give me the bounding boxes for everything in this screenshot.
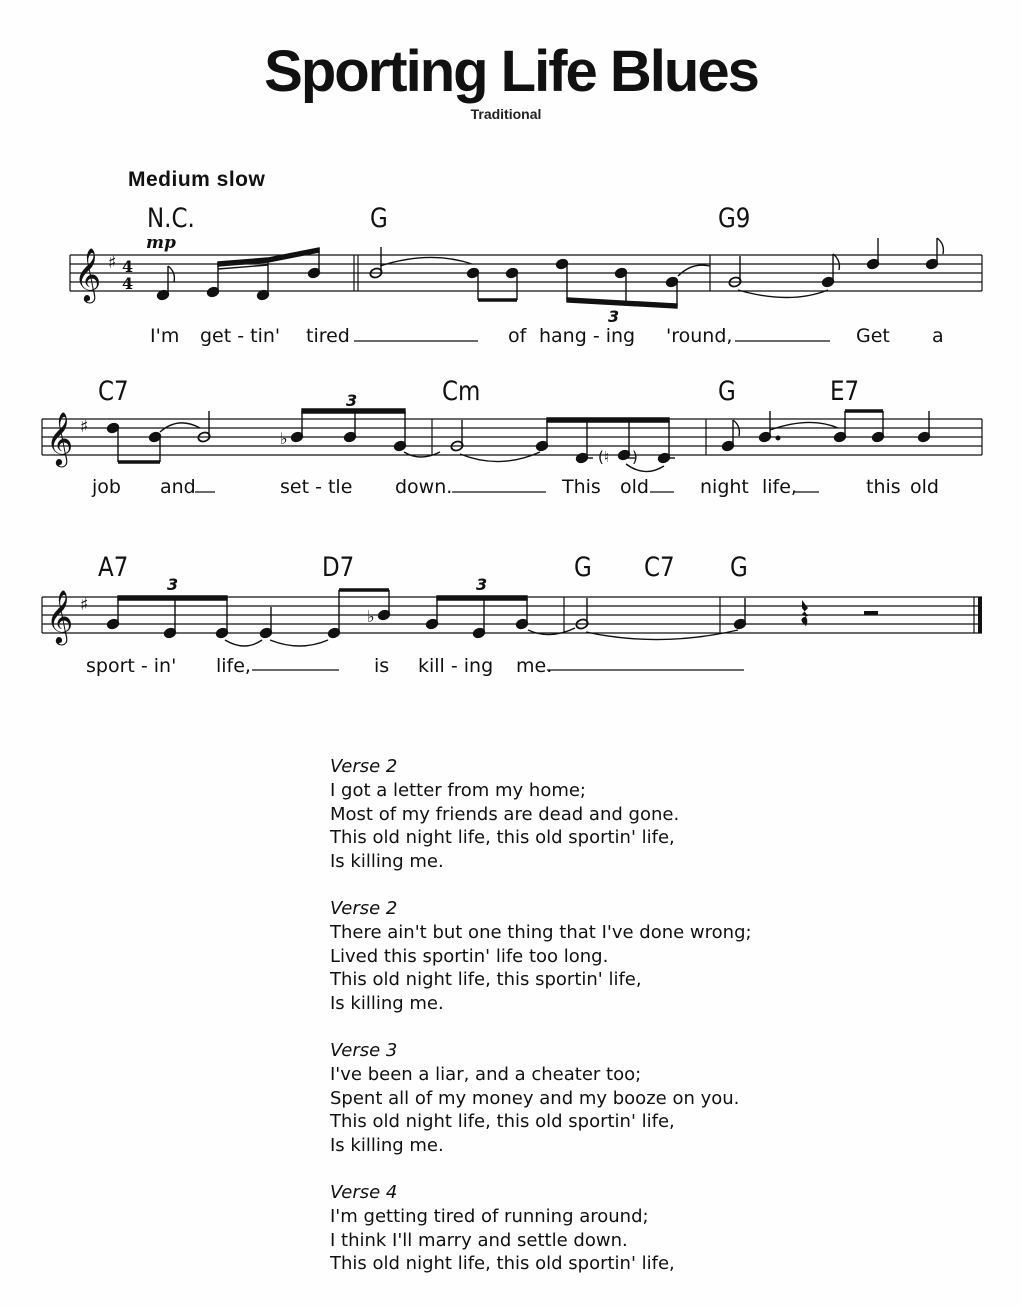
lyric-syllable: is: [374, 655, 390, 677]
notes-system-3: [106, 590, 878, 646]
verse-line: Spent all of my money and my booze on you.: [330, 1087, 740, 1109]
verse-line: I got a letter from my home;: [330, 779, 586, 801]
lyric-syllable: a: [932, 325, 944, 347]
lyric-syllable: hang - ing: [539, 325, 636, 347]
verse-line: I'm getting tired of running around;: [330, 1205, 649, 1227]
verse-label: Verse 3: [330, 1039, 398, 1061]
treble-clef: 𝄞: [46, 589, 74, 643]
lyric-syllable: sport - in': [86, 655, 177, 677]
chord-symbol: Cm: [442, 376, 481, 407]
key-signature-sharp: ♯: [108, 253, 117, 273]
lyric-syllable: I'm: [150, 325, 180, 347]
svg-text:♭: ♭: [367, 607, 375, 626]
chord-symbol: G: [718, 376, 736, 407]
lyric-syllable: down.: [395, 476, 453, 498]
treble-clef: 𝄞: [74, 247, 102, 301]
lyric-syllable: This: [562, 476, 601, 498]
chord-symbol: N.C.: [147, 203, 195, 234]
tempo-marking: Medium slow: [128, 168, 266, 191]
chord-root: G9: [718, 203, 751, 234]
chord-symbol: G: [730, 552, 748, 583]
notes-system-2: [106, 409, 930, 472]
verse-line: I've been a liar, and a cheater too;: [330, 1063, 642, 1085]
lyric-syllable: me.: [516, 655, 553, 677]
chord-symbol: D7: [322, 552, 355, 583]
chord-symbol: C7: [98, 376, 129, 407]
verse-line: I think I'll marry and settle down.: [330, 1229, 628, 1251]
lyric-syllable: of: [508, 325, 527, 347]
verse-label: Verse 4: [330, 1181, 398, 1203]
lyric-syllable: set - tle: [280, 476, 353, 498]
verse-block: [330, 1181, 752, 1276]
verses-section: [330, 755, 752, 1299]
chord-symbol: G: [370, 203, 388, 234]
verse-block: [330, 1039, 752, 1158]
lyric-syllable: life,: [216, 655, 251, 677]
lyric-syllable: get - tin': [200, 325, 281, 347]
dynamic-marking: mp: [146, 233, 176, 253]
verse-label: Verse 2: [330, 897, 398, 919]
composer-credit: Traditional: [470, 106, 542, 122]
verse-line: This old night life, this old sportin' life,: [330, 1253, 675, 1275]
lyric-syllable: old: [910, 476, 939, 498]
staff-system-3: [42, 597, 982, 633]
triplet-mark: 3: [476, 575, 488, 594]
verse-line: Is killing me.: [330, 993, 444, 1015]
chord-symbol: G: [574, 552, 592, 583]
key-signature-sharp: ♯: [80, 417, 89, 437]
lyric-syllable: and: [160, 476, 196, 498]
lyric-extenders: [195, 341, 830, 670]
verse-line: Most of my friends are dead and gone.: [330, 803, 680, 825]
lyric-syllable: kill - ing: [418, 655, 494, 677]
verse-label: Verse 2: [330, 756, 398, 777]
lyric-syllable: old: [620, 476, 649, 498]
verse-line: This old night life, this old sportin' life,: [330, 1111, 675, 1133]
verse-line: Is killing me.: [330, 1135, 444, 1157]
lyric-syllable: life,: [762, 476, 797, 498]
time-signature: 4: [122, 257, 134, 276]
triplet-mark: 3: [608, 307, 620, 326]
lyric-syllable: tired: [306, 325, 350, 347]
verse-line: This old night life, this sportin' life,: [330, 969, 642, 991]
chord-symbol: E7: [830, 376, 860, 407]
lyric-syllable: 'round,: [666, 325, 733, 347]
triplet-mark: 3: [167, 575, 179, 594]
time-signature: 4: [122, 274, 134, 293]
treble-clef: 𝄞: [46, 411, 74, 465]
verse-line: This old night life, this old sportin' life,: [330, 827, 675, 849]
svg-text:♭: ♭: [280, 429, 288, 448]
verse-line: Lived this sportin' life too long.: [330, 945, 609, 967]
chord-symbol: C7: [644, 552, 675, 583]
verse-block: [330, 755, 752, 874]
svg-text:(♮: (♮: [598, 448, 610, 466]
song-title: Sporting Life Blues: [264, 39, 758, 104]
lyric-syllable: this: [866, 476, 901, 498]
verse-block: [330, 897, 752, 1016]
lyric-syllable: night: [700, 476, 749, 498]
lyric-syllable: Get: [856, 325, 890, 347]
svg-text:): ): [632, 448, 638, 466]
lyric-syllable: job: [92, 476, 121, 498]
triplet-mark: 3: [346, 391, 358, 410]
verse-line: Is killing me.: [330, 851, 444, 873]
verse-line: There ain't but one thing that I've done wrong;: [330, 921, 752, 943]
chord-symbol: A7: [98, 552, 129, 583]
key-signature-sharp: ♯: [80, 595, 89, 615]
staff-system-1: [70, 255, 982, 291]
